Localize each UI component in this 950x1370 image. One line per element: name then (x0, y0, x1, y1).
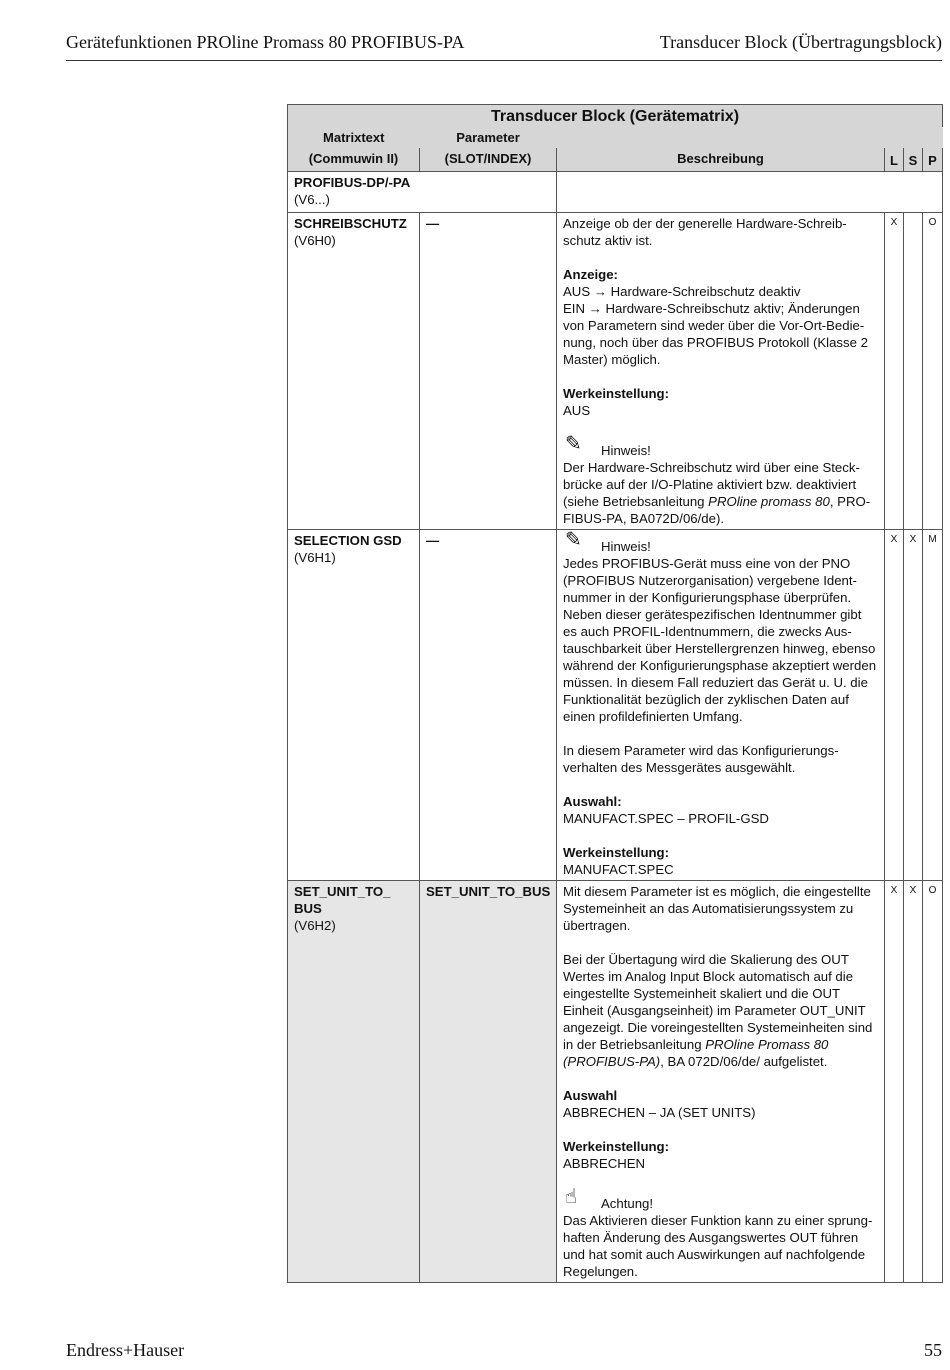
col-parameter-line2: (SLOT/INDEX) (420, 148, 557, 172)
transducer-block-table (287, 104, 943, 1283)
row1-desc: Anzeige ob der der generelle Hardware-Schreib-schutz aktiv ist. (563, 216, 847, 248)
table-title: Transducer Block (Gerätematrix) (288, 105, 943, 128)
row2-name: SELECTION GSD (294, 533, 402, 548)
col-beschreibung: Beschreibung (557, 148, 885, 172)
row1-werk-label: Werkeinstellung: (563, 386, 670, 401)
pencil-note-icon: ✎ (565, 433, 582, 455)
col-matrixtext-line1: Matrixtext (288, 127, 420, 148)
col-l: L (885, 148, 904, 172)
row3-warn-text: Das Aktivieren dieser Funktion kann zu einer sprung-haften Änderung des Ausgangswertes OUT führen und hat somit auch Auswirkungen auf nachfolgende Regelungen. (563, 1213, 873, 1279)
row3-werk-label: Werkeinstellung: (563, 1139, 670, 1154)
row2-s: X (904, 530, 923, 881)
row1-s (904, 213, 923, 530)
row1-l: X (885, 213, 904, 530)
group-code: (V6...) (294, 192, 330, 207)
group-empty-cell (557, 172, 943, 213)
row3-param: SET_UNIT_TO_BUS (420, 881, 557, 1283)
footer-page-number: 55 (924, 1340, 942, 1360)
table-row-selection-gsd (288, 530, 943, 881)
col-s: S (904, 148, 923, 172)
col-p: P (923, 148, 943, 172)
row1-param: — (420, 213, 557, 530)
row2-werk-value: MANUFACT.SPEC (563, 862, 674, 877)
row3-auswahl-label: Auswahl (563, 1088, 618, 1103)
footer-brand: Endress+Hauser (66, 1340, 185, 1360)
group-name: PROFIBUS-DP/-PA (294, 175, 411, 190)
row2-auswahl-value: MANUFACT.SPEC – PROFIL-GSD (563, 811, 769, 826)
row3-desc2-a: Bei der Übertagung wird die Skalierung des OUT Wertes im Analog Input Block automatisch auf die eingestellte Systemeinheit skaliert und die OUT Einheit (Ausgangseinheit) im Parameter OUT_UNIT angezeigt. Die voreingestellten Systemeinheiten sind in der Betriebsanleitung (563, 952, 873, 1052)
row1-anzeige-label: Anzeige: (563, 267, 618, 282)
row1-name: SCHREIBSCHUTZ (294, 216, 407, 231)
hand-warning-icon: ☝ (565, 1186, 578, 1208)
row2-l: X (885, 530, 904, 881)
col-matrixtext-line2: (Commuwin II) (288, 148, 420, 172)
col-parameter-line1: Parameter (420, 127, 557, 148)
row3-desc2-em: PROline Promass 80 (PROFIBUS-PA) (563, 1037, 829, 1069)
row3-desc2-b: , BA 072D/06/de/ aufgelistet. (660, 1054, 828, 1069)
row2-param: — (420, 530, 557, 881)
row3-code: (V6H2) (294, 918, 336, 933)
row1-p: O (923, 213, 943, 530)
row1-anzeige-line2: EIN → Hardware-Schreibschutz aktiv; Änderungen von Parametern sind weder über die Vor-Ort-Bedie-nung, noch über das PROFIBUS Protokoll (Klasse 2 Master) möglich. (563, 301, 868, 367)
row2-code: (V6H1) (294, 550, 336, 565)
row3-warn-label: Achtung! (601, 1196, 654, 1211)
row1-werk-value: AUS (563, 403, 591, 418)
row3-auswahl-value: ABBRECHEN – JA (SET UNITS) (563, 1105, 756, 1120)
row3-name: SET_UNIT_TO_ BUS (294, 884, 391, 916)
row1-hint-label: Hinweis! (601, 443, 651, 458)
header-right-title: Transducer Block (Übertragungsblock) (659, 32, 942, 52)
row2-desc: In diesem Parameter wird das Konfigurierungs-verhalten des Messgerätes ausgewählt. (563, 743, 839, 775)
header-blank (557, 127, 943, 148)
header-left-title: Gerätefunktionen PROline Promass 80 PROFIBUS-PA (66, 32, 465, 52)
row2-werk-label: Werkeinstellung: (563, 845, 670, 860)
row1-hint-text-em: PROline promass 80 (708, 494, 830, 509)
row1-anzeige-line1: AUS → Hardware-Schreibschutz deaktiv (563, 284, 801, 299)
row1-hint-text-b: , PRO-FIBUS-PA, BA072D/06/de). (563, 494, 871, 526)
row3-werk-value: ABBRECHEN (563, 1156, 646, 1171)
row2-hint-text: Jedes PROFIBUS-Gerät muss eine von der PNO (PROFIBUS Nutzerorganisation) vergebene Ident-nummer in der Konfigurierungsphase überprüfen. Neben dieser gerätespezifischen Identnummer gibt es auch PROFIL-Identnummern, die zwecks Aus-tauschbarkeit über Herstellergrenzen hinweg, ebenso während der Konfigurierungsphase akzeptiert werden müssen. In diesem Fall reduziert das Gerät u. U. die Funktionalität bezüglich der zyklischen Daten auf einen profildefinierten Umfang. (563, 556, 877, 724)
row3-p: O (923, 881, 943, 1283)
pencil-note-icon: ✎ (565, 529, 582, 551)
page-header (66, 30, 942, 61)
row2-hint-label: Hinweis! (601, 539, 651, 554)
row3-s: X (904, 881, 923, 1283)
row1-hint-text-a: Der Hardware-Schreibschutz wird über eine Steck-brücke auf der I/O-Platine aktiviert bzw. deaktiviert (siehe Betriebsanleitung (563, 460, 860, 509)
row1-code: (V6H0) (294, 233, 336, 248)
row3-desc1: Mit diesem Parameter ist es möglich, die eingestellte Systemeinheit an das Automatisierungssystem zu übertragen. (563, 884, 871, 933)
row3-l: X (885, 881, 904, 1283)
table-row-schreibschutz (288, 213, 943, 530)
table-row-set-unit-to-bus (288, 881, 943, 1283)
table-row-group (288, 172, 943, 213)
row2-p: M (923, 530, 943, 881)
row2-auswahl-label: Auswahl: (563, 794, 622, 809)
